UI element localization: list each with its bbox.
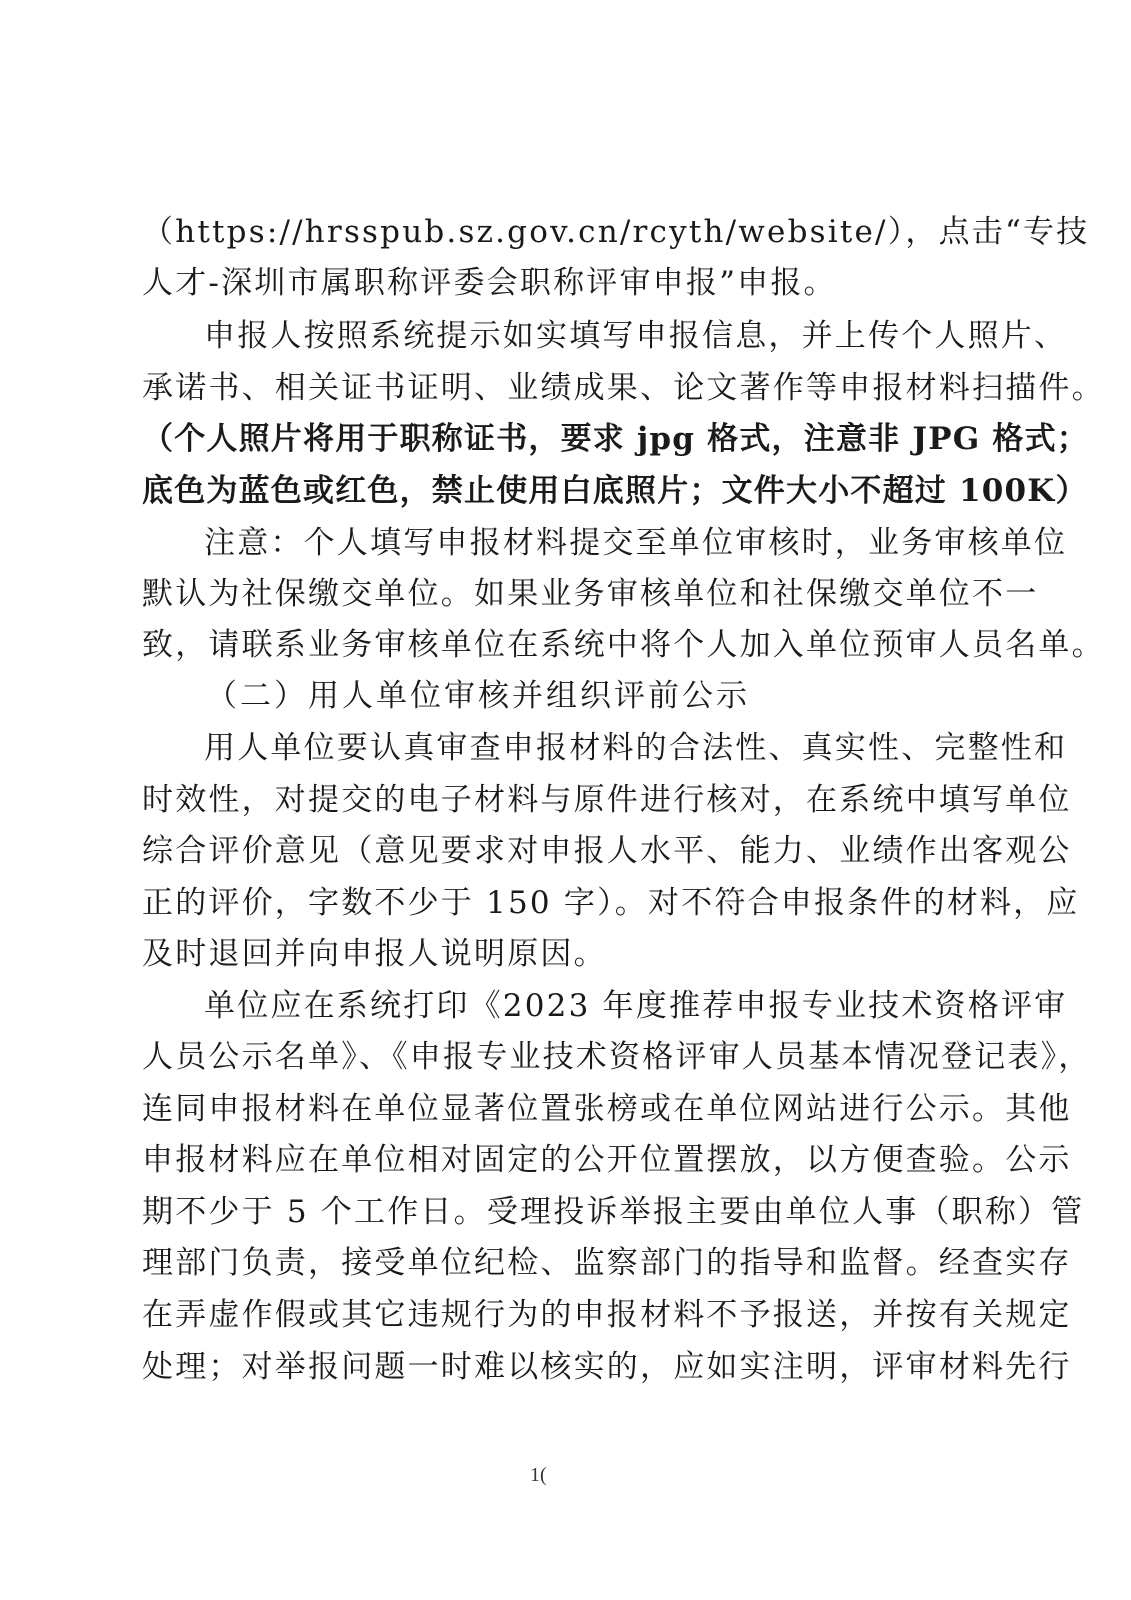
body-line: 人员公示名单》、《申报专业技术资格评审人员基本情况登记表》，: [142, 1039, 1092, 1075]
page-number: 1(: [530, 1464, 547, 1486]
body-line: 理部门负责，接受单位纪检、监察部门的指导和监督。经查实存: [142, 1245, 1072, 1281]
bold-note-line: （个人照片将用于职称证书，要求 jpg 格式，注意非 JPG 格式；: [142, 421, 1089, 457]
body-line: 人才-深圳市属职称评委会职称评审申报”申报。: [142, 265, 837, 301]
body-line: 致，请联系业务审核单位在系统中将个人加入单位预审人员名单。: [142, 627, 1105, 663]
body-line: （https://hrsspub.sz.gov.cn/rcyth/website/），点击“专技: [142, 214, 1090, 250]
bold-note-line: 底色为蓝色或红色，禁止使用白底照片；文件大小不超过 100K）: [142, 473, 1088, 509]
body-line: 承诺书、相关证书证明、业绩成果、论文著作等申报材料扫描件。: [142, 370, 1105, 406]
body-line: 及时退回并向申报人说明原因。: [142, 936, 607, 972]
body-line: 申报材料应在单位相对固定的公开位置摆放，以方便查验。公示: [142, 1142, 1072, 1178]
body-line: 正的评价，字数不少于 150 字）。对不符合申报条件的材料，应: [142, 885, 1080, 921]
section-heading: （二）用人单位审核并组织评前公示: [206, 678, 750, 714]
body-line: 在弄虚作假或其它违规行为的申报材料不予报送，并按有关规定: [142, 1297, 1072, 1333]
body-line: 处理；对举报问题一时难以核实的，应如实注明，评审材料先行: [142, 1349, 1072, 1385]
body-line: 综合评价意见（意见要求对申报人水平、能力、业绩作出客观公: [142, 833, 1072, 869]
body-line: 连同申报材料在单位显著位置张榜或在单位网站进行公示。其他: [142, 1091, 1072, 1127]
body-line: 默认为社保缴交单位。如果业务审核单位和社保缴交单位不一: [142, 576, 1039, 612]
paragraph-start: 用人单位要认真审查申报材料的合法性、真实性、完整性和: [204, 730, 1068, 766]
body-line: 时效性，对提交的电子材料与原件进行核对，在系统中填写单位: [142, 782, 1072, 818]
paragraph-start: 注意：个人填写申报材料提交至单位审核时，业务审核单位: [204, 525, 1068, 561]
body-line: 期不少于 5 个工作日。受理投诉举报主要由单位人事（职称）管: [142, 1194, 1085, 1230]
paragraph-start: 单位应在系统打印《2023 年度推荐申报专业技术资格评审: [204, 988, 1068, 1024]
paragraph-start: 申报人按照系统提示如实填写申报信息，并上传个人照片、: [204, 318, 1068, 354]
